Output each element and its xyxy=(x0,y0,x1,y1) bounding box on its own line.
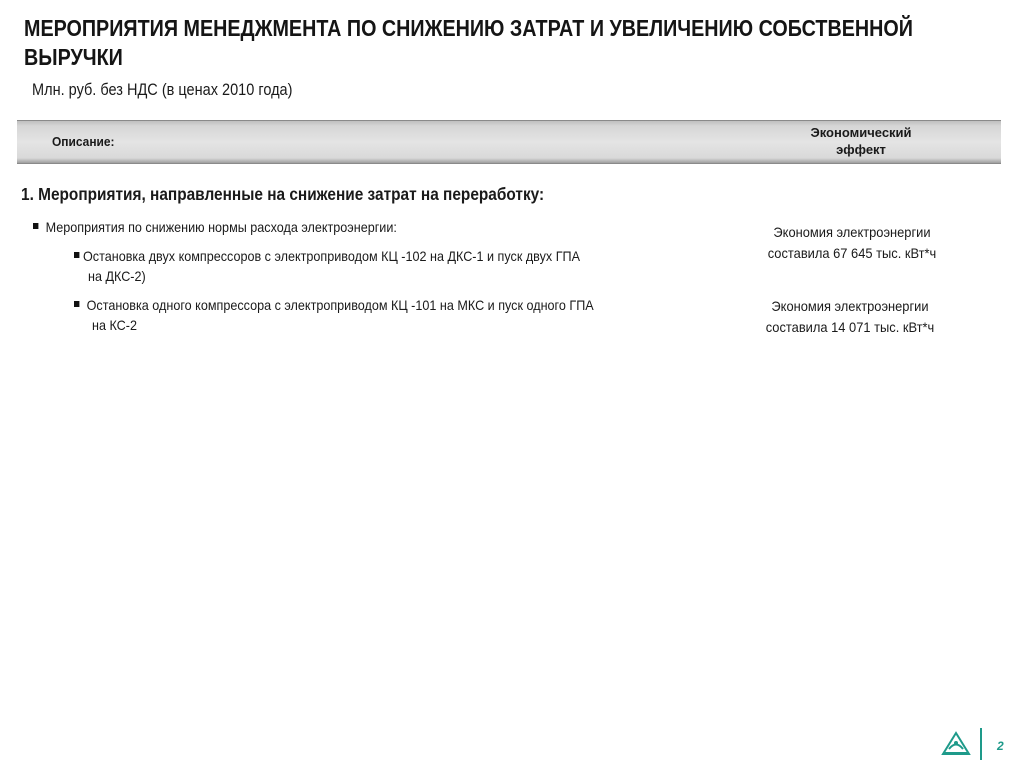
section-heading: 1. Мероприятия, направленные на снижение затрат на переработку: xyxy=(21,184,545,204)
effect-value xyxy=(749,296,951,338)
page-number: 2 xyxy=(997,739,1004,753)
item-label: Мероприятия по снижению нормы расхода электроэнергии: xyxy=(45,219,397,235)
measure-text: Остановка двух компрессоров с электроприводом КЦ -102 на ДКС-1 и пуск двух ГПА xyxy=(83,248,580,264)
company-logo-icon xyxy=(940,730,972,758)
measure-text-continuation: на ДКС-2) xyxy=(88,268,146,284)
effect-line1: Экономия электроэнергии xyxy=(773,224,931,240)
effect-line2: составила 67 645 тыс. кВт*ч xyxy=(767,245,937,261)
list-item xyxy=(74,297,594,314)
page-subtitle: Млн. руб. без НДС (в ценах 2010 года) xyxy=(32,81,293,99)
bullet-icon xyxy=(74,252,79,258)
list-item xyxy=(74,248,580,265)
effect-column-header-line2: эффект xyxy=(836,142,886,157)
effect-column-header-line1: Экономический xyxy=(810,125,912,140)
footer-separator xyxy=(980,728,982,760)
bullet-icon xyxy=(74,301,79,307)
measure-text: Остановка одного компрессора с электроприводом КЦ -101 на МКС и пуск одного ГПА xyxy=(86,297,594,313)
page-title: МЕРОПРИЯТИЯ МЕНЕДЖМЕНТА ПО СНИЖЕНИЮ ЗАТРАТ И УВЕЛИЧЕНИЮ СОБСТВЕННОЙ ВЫРУЧКИ xyxy=(24,15,913,70)
measure-text-continuation: на КС-2 xyxy=(92,317,137,333)
bullet-icon xyxy=(33,223,38,229)
effect-line1: Экономия электроэнергии xyxy=(771,298,929,314)
effect-column-header xyxy=(776,124,946,158)
effect-value xyxy=(751,222,953,264)
list-item xyxy=(33,219,397,236)
effect-line2: составила 14 071 тыс. кВт*ч xyxy=(765,319,935,335)
description-column-header: Описание: xyxy=(52,134,115,149)
